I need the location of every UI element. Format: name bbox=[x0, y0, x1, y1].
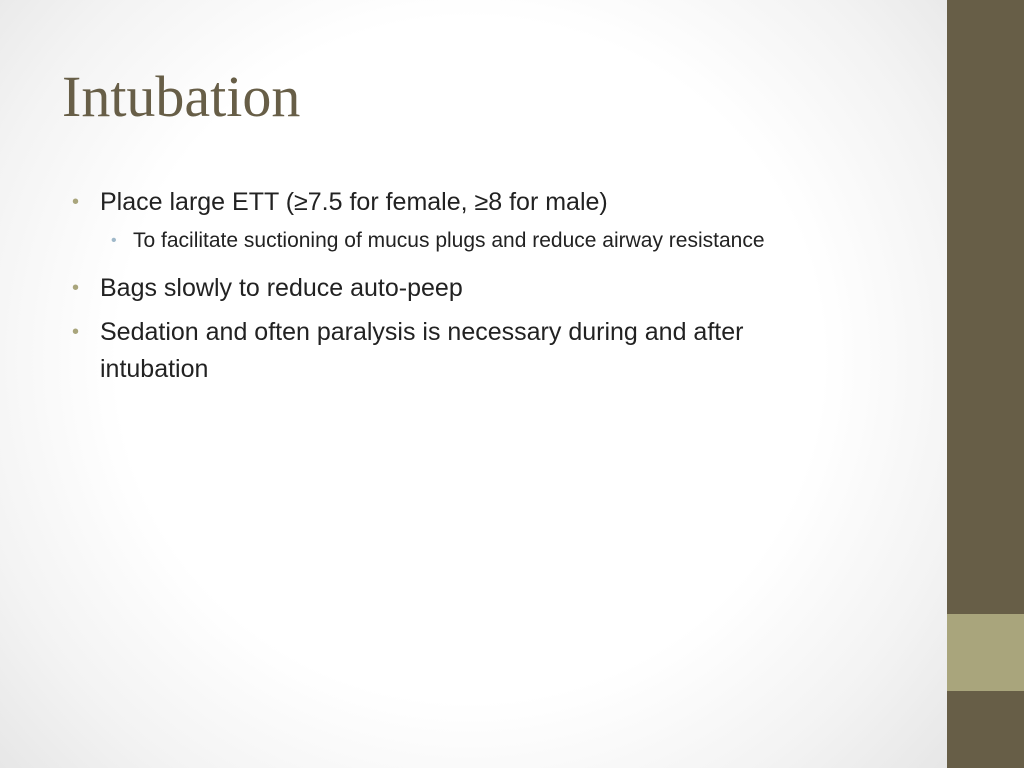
bullet-dot-icon: • bbox=[72, 277, 80, 299]
bullet-text: Sedation and often paralysis is necessary during and after intubation bbox=[100, 318, 744, 383]
bullet-text: Place large ETT (≥7.5 for female, ≥8 for male) bbox=[100, 188, 608, 216]
bullet-item bbox=[72, 184, 832, 221]
bullet-text: Bags slowly to reduce auto-peep bbox=[100, 274, 463, 302]
bullet-dot-icon: • bbox=[72, 191, 80, 213]
sub-bullet-item bbox=[105, 224, 823, 258]
bullet-dot-icon: • bbox=[72, 321, 80, 343]
slide-title: Intubation bbox=[62, 64, 301, 129]
bullet-item bbox=[72, 314, 832, 388]
side-accent-block bbox=[947, 614, 1024, 691]
bullet-dot-icon: • bbox=[111, 232, 117, 249]
bullet-item bbox=[72, 270, 832, 307]
sub-bullet-text: To facilitate suctioning of mucus plugs and reduce airway resistance bbox=[133, 229, 765, 252]
bullet-list bbox=[72, 184, 832, 395]
